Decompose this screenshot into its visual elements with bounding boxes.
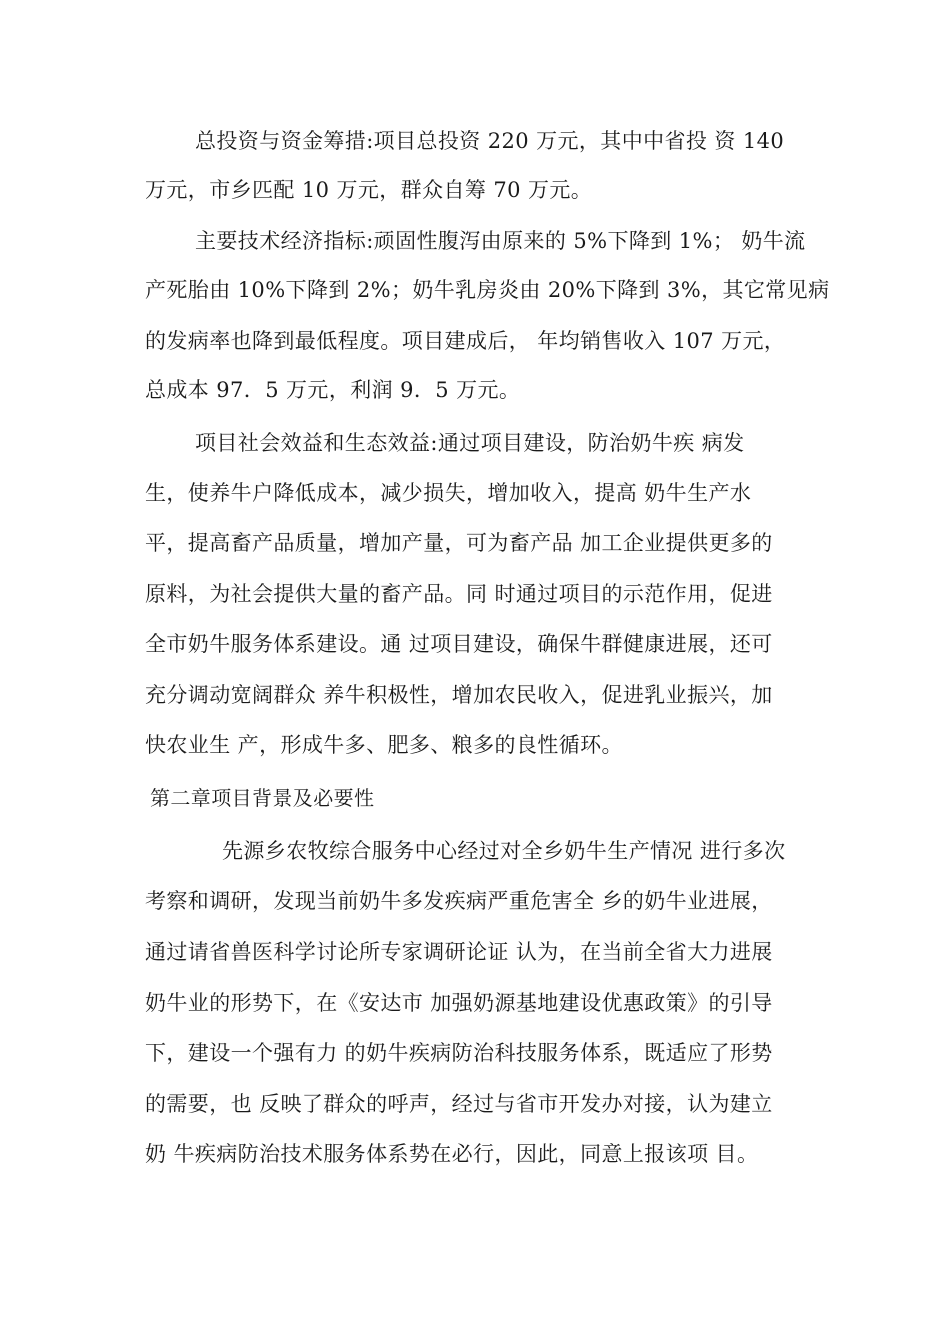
text-line: 项目社会效益和生态效益:通过项目建设，防治奶牛疾 病发: [195, 431, 745, 455]
text-line: 通过请省兽医科学讨论所专家调研论证 认为，在当前全省大力进展: [145, 940, 773, 964]
text-line: 下，建设一个强有力 的奶牛疾病防治科技服务体系，既适应了形势: [145, 1041, 773, 1065]
text-line: 快农业生 产，形成牛多、肥多、粮多的良性循环。: [145, 733, 623, 757]
text-line: 先源乡农牧综合服务中心经过对全乡奶牛生产情况 进行多次: [222, 839, 786, 863]
text-line: 考察和调研，发现当前奶牛多发疾病严重危害全 乡的奶牛业进展，: [145, 889, 773, 913]
text-line: 产死胎由 10%下降到 2%；奶牛乳房炎由 20%下降到 3%，其它常见病: [145, 278, 830, 302]
text-line: 生，使养牛户降低成本，减少损失，增加收入，提高 奶牛生产水: [145, 481, 752, 505]
text-line: 的发病率也降到最低程度。项目建成后， 年均销售收入 107 万元，: [145, 329, 786, 353]
section-heading: 第二章项目背景及必要性: [150, 786, 375, 810]
text-line: 总投资与资金筹措:项目总投资 220 万元，其中中省投 资 140: [195, 129, 785, 153]
text-line: 原料，为社会提供大量的畜产品。同 时通过项目的示范作用，促进: [145, 582, 773, 606]
text-line: 的需要，也 反映了群众的呼声，经过与省市开发办对接，认为建立: [145, 1092, 773, 1116]
text-line: 充分调动宽阔群众 养牛积极性，增加农民收入，促进乳业振兴，加: [145, 683, 773, 707]
text-line: 平，提高畜产品质量，增加产量，可为畜产品 加工企业提供更多的: [145, 531, 773, 555]
text-line: 全市奶牛服务体系建设。通 过项目建设，确保牛群健康进展，还可: [145, 632, 773, 656]
text-line: 奶 牛疾病防治技术服务体系势在必行，因此，同意上报该项 目。: [145, 1142, 759, 1166]
text-line: 总成本 97．5 万元，利润 9．5 万元。: [145, 378, 521, 402]
text-line: 万元，市乡匹配 10 万元，群众自筹 70 万元。: [145, 178, 593, 202]
text-line: 主要技术经济指标:顽固性腹泻由原来的 5%下降到 1%； 奶牛流: [195, 229, 806, 253]
text-line: 奶牛业的形势下，在《安达市 加强奶源基地建设优惠政策》的引导: [145, 991, 773, 1015]
